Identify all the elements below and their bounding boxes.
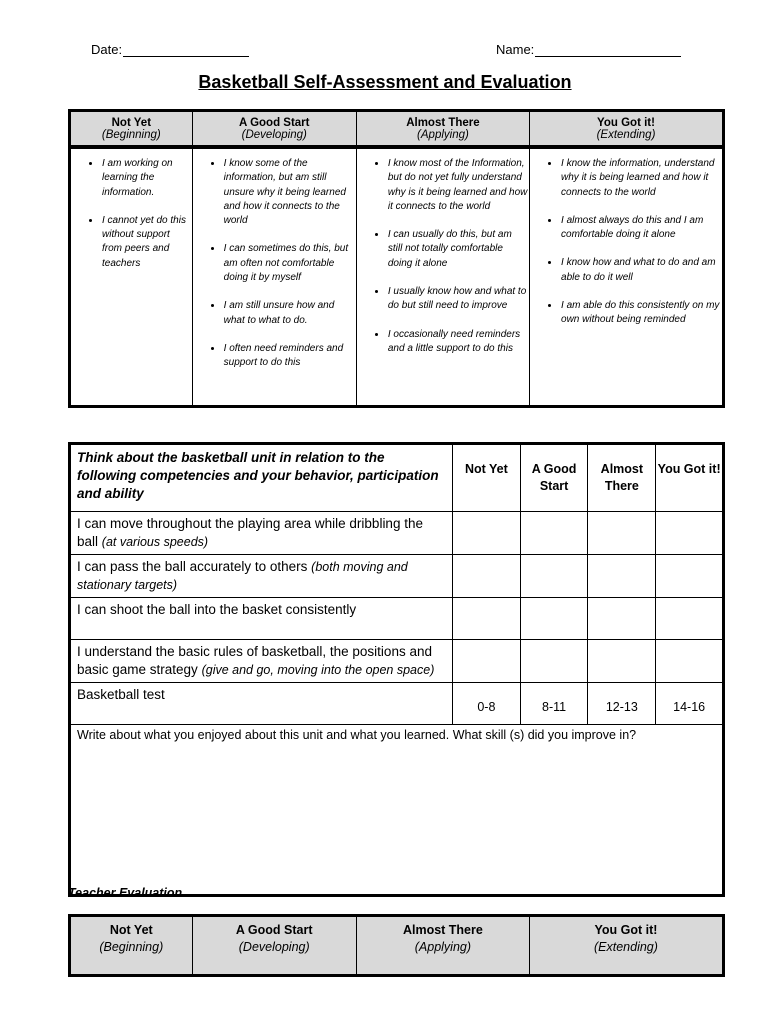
teacher-title: Not Yet xyxy=(109,923,153,937)
rubric-subtitle: (Developing) xyxy=(241,128,307,141)
competency-question: Think about the basketball unit in relation to the following competencies and your behavior, participation and ability xyxy=(70,444,453,512)
teacher-title: You Got it! xyxy=(594,923,658,937)
rubric-cell-good-start xyxy=(192,147,356,407)
competency-row xyxy=(70,512,724,555)
rubric-bullet: • I cannot yet do this without support from peers and teachers xyxy=(101,214,192,271)
competency-row xyxy=(70,555,724,598)
reflection-area[interactable] xyxy=(70,725,724,896)
rubric-header-almost-there xyxy=(356,111,529,148)
rating-cell[interactable] xyxy=(520,640,588,683)
rating-cell[interactable] xyxy=(520,598,588,640)
rubric-title: A Good Start xyxy=(239,116,310,129)
rubric-bullet: • I often need reminders and support to do this xyxy=(223,342,356,371)
rubric-bullet: • I can sometimes do this, but am often not comfortable doing it by myself xyxy=(223,242,356,285)
name-label: Name: xyxy=(496,42,535,57)
teacher-title: Almost There xyxy=(402,923,483,937)
date-label: Date: xyxy=(91,42,123,57)
rating-cell[interactable] xyxy=(588,598,656,640)
col-good-start: A Good Start xyxy=(520,444,588,512)
rating-cell[interactable] xyxy=(453,555,521,598)
rating-cell[interactable] xyxy=(520,512,588,555)
statement-note: (at various speeds) xyxy=(101,535,209,549)
statement-text: I can pass the ball accurately to others xyxy=(77,559,308,574)
rubric-subtitle: (Extending) xyxy=(596,128,656,141)
rubric-cell-almost-there xyxy=(356,147,529,407)
rating-cell[interactable] xyxy=(588,640,656,683)
rating-cell[interactable] xyxy=(453,640,521,683)
statement-text: I can move throughout the playing area while dribbling the ball xyxy=(77,516,423,549)
rubric-title: You Got it! xyxy=(597,116,655,129)
rubric-bullet: • I am working on learning the information. xyxy=(101,157,192,200)
rubric-table xyxy=(68,109,725,408)
rubric-title: Almost There xyxy=(406,116,480,129)
rubric-subtitle: (Beginning) xyxy=(101,128,161,141)
rubric-bullet: • I know how and what to do and am able to do it well xyxy=(560,256,722,285)
page-title: Basketball Self-Assessment and Evaluation xyxy=(198,72,572,92)
col-almost-there: Almost There xyxy=(588,444,656,512)
rubric-cell-not-yet xyxy=(70,147,193,407)
teacher-title: A Good Start xyxy=(235,923,313,937)
statement-note: (both moving and stationary targets) xyxy=(77,560,408,592)
date-line xyxy=(91,42,249,57)
rating-cell[interactable] xyxy=(656,598,724,640)
rubric-bullet: • I know most of the Information, but do not yet fully understand why is it being learned and how it connects to the world xyxy=(387,157,529,214)
rubric-bullet: • I occasionally need reminders and a little support to do this xyxy=(387,328,529,357)
competency-row xyxy=(70,598,724,640)
score-range[interactable]: 12-13 xyxy=(588,683,656,725)
rating-cell[interactable] xyxy=(656,555,724,598)
name-line xyxy=(496,42,681,57)
competency-statement xyxy=(70,640,453,683)
teacher-subtitle: (Applying) xyxy=(414,940,472,954)
teacher-subtitle: (Extending) xyxy=(594,940,658,954)
teacher-evaluation-label: Teacher Evaluation xyxy=(68,886,183,900)
reflection-prompt: Write about what you enjoyed about this unit and what you learned. What skill (s) did you improve in? xyxy=(77,728,637,742)
col-got-it: You Got it! xyxy=(656,444,724,512)
teacher-subtitle: (Developing) xyxy=(238,940,310,954)
competency-statement xyxy=(70,555,453,598)
test-label: Basketball test xyxy=(70,683,453,725)
test-row xyxy=(70,683,724,725)
date-field[interactable] xyxy=(123,44,249,57)
competency-table xyxy=(68,442,725,897)
teacher-cell-good-start[interactable] xyxy=(192,916,356,976)
rubric-bullet: • I can usually do this, but am still not totally comfortable doing it alone xyxy=(387,228,529,271)
rubric-header-got-it xyxy=(530,111,724,148)
rubric-subtitle: (Applying) xyxy=(417,128,469,141)
score-range[interactable]: 0-8 xyxy=(453,683,521,725)
rubric-cell-got-it xyxy=(530,147,724,407)
rating-cell[interactable] xyxy=(453,598,521,640)
statement-text: I understand the basic rules of basketball, the positions and basic game strategy xyxy=(77,644,432,677)
rating-cell[interactable] xyxy=(588,512,656,555)
name-field[interactable] xyxy=(535,44,681,57)
rating-cell[interactable] xyxy=(453,512,521,555)
rating-cell[interactable] xyxy=(520,555,588,598)
competency-row xyxy=(70,640,724,683)
teacher-cell-almost-there[interactable] xyxy=(356,916,529,976)
competency-statement xyxy=(70,598,453,640)
statement-note: (give and go, moving into the open space) xyxy=(201,663,435,677)
score-range[interactable]: 14-16 xyxy=(656,683,724,725)
col-not-yet: Not Yet xyxy=(453,444,521,512)
competency-statement xyxy=(70,512,453,555)
rubric-bullet: • I am able do this consistently on my own without being reminded xyxy=(560,299,722,328)
rubric-bullet: • I almost always do this and I am comfortable doing it alone xyxy=(560,214,722,243)
rubric-bullet: • I usually know how and what to do but still need to improve xyxy=(387,285,529,314)
statement-text: I can shoot the ball into the basket consistently xyxy=(77,602,357,617)
teacher-cell-not-yet[interactable] xyxy=(70,916,193,976)
rubric-bullet: • I am still unsure how and what to what to do. xyxy=(223,299,356,328)
teacher-cell-got-it[interactable] xyxy=(529,916,723,976)
rubric-title: Not Yet xyxy=(111,116,152,129)
rubric-bullet: • I know the information, understand why it is being learned and how it connects to the world xyxy=(560,157,722,200)
rating-cell[interactable] xyxy=(588,555,656,598)
teacher-evaluation-table xyxy=(68,914,725,977)
rating-cell[interactable] xyxy=(656,640,724,683)
rating-cell[interactable] xyxy=(656,512,724,555)
teacher-subtitle: (Beginning) xyxy=(99,940,164,954)
score-range[interactable]: 8-11 xyxy=(520,683,588,725)
rubric-bullet: • I know some of the information, but am still unsure why it being learned and how it connects to the world xyxy=(223,157,356,228)
rubric-header-not-yet xyxy=(70,111,193,148)
rubric-header-good-start xyxy=(192,111,356,148)
